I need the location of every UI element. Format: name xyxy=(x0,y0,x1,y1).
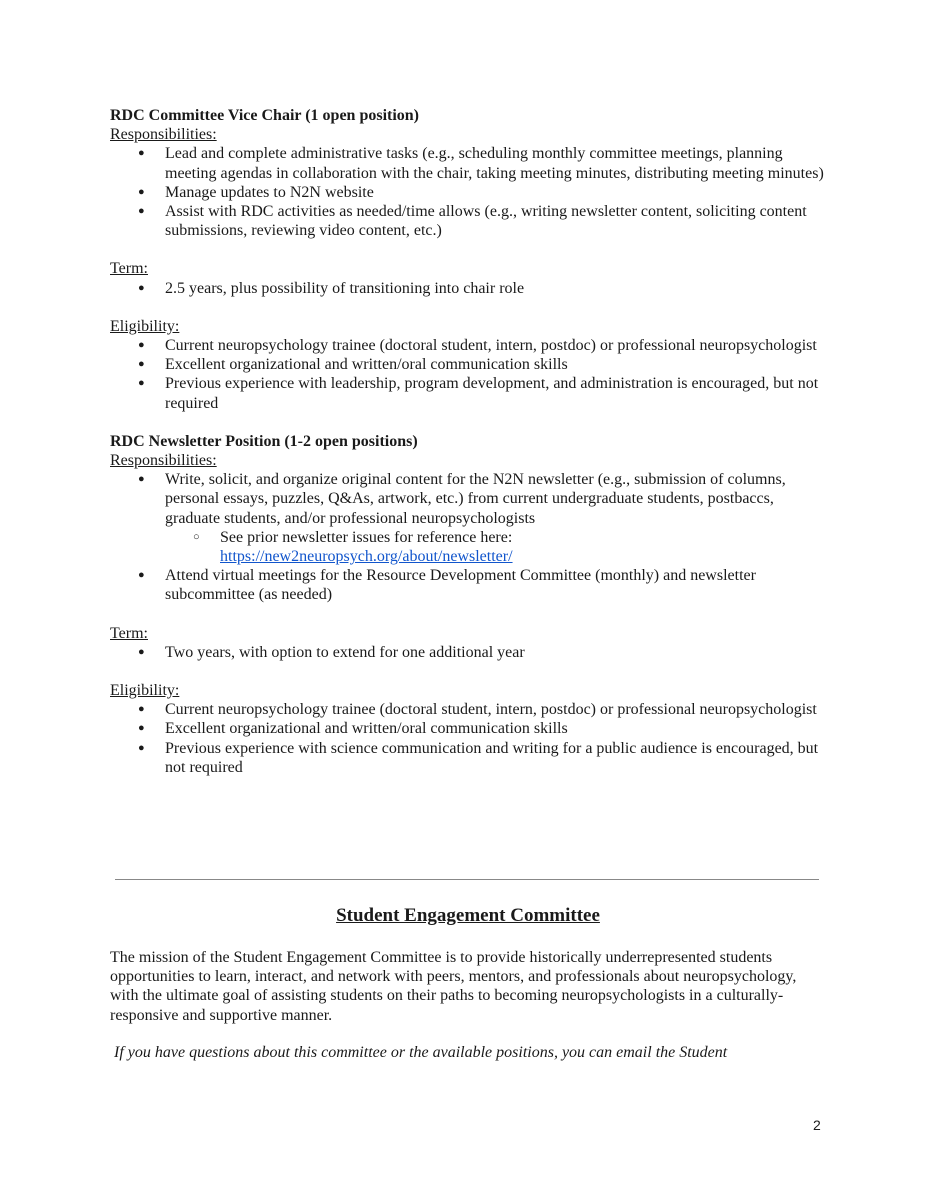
newsletter-title: RDC Newsletter Position (1-2 open positions) xyxy=(110,432,418,450)
newsletter-responsibilities-label: Responsibilities: xyxy=(110,452,217,470)
list-item: ● Current neuropsychology trainee (doctoral student, intern, postdoc) or professional neuropsychologist xyxy=(165,700,826,719)
vice-chair-responsibilities-list xyxy=(110,144,826,240)
newsletter-eligibility-label: Eligibility: xyxy=(110,682,180,700)
vice-chair-eligibility-list xyxy=(110,336,826,413)
student-engagement-heading: Student Engagement Committee xyxy=(336,905,600,926)
mission-paragraph: The mission of the Student Engagement Committee is to provide historically underrepresented students opportunities to learn, interact, and network with peers, mentors, and professionals about neuropsychology, with the ultimate goal of assisting students on their paths to becoming neuropsychologists in a culturally-responsive and supportive manner. xyxy=(110,949,797,1024)
list-item: ● Lead and complete administrative tasks (e.g., scheduling monthly committee meetings, planning meeting agendas in collaboration with the chair, taking meeting minutes, distributing meeting minutes) xyxy=(165,144,826,182)
newsletter-sub-list xyxy=(165,528,826,566)
list-item: ● Two years, with option to extend for one additional year xyxy=(165,643,826,662)
contact-note: If you have questions about this committee or the available positions, you can email the Student xyxy=(114,1044,728,1061)
page-number: 2 xyxy=(813,1117,821,1133)
sub-list-item xyxy=(220,528,826,566)
list-item: ● Current neuropsychology trainee (doctoral student, intern, postdoc) or professional neuropsychologist xyxy=(165,336,826,355)
horizontal-divider xyxy=(115,879,819,880)
list-item: ● Previous experience with leadership, program development, and administration is encouraged, but not required xyxy=(165,374,826,412)
newsletter-link[interactable]: https://new2neuropsych.org/about/newsletter/ xyxy=(220,548,513,566)
list-item: ● Excellent organizational and written/oral communication skills xyxy=(165,719,826,738)
newsletter-term-list xyxy=(110,643,826,662)
list-item: ● Attend virtual meetings for the Resource Development Committee (monthly) and newsletter subcommittee (as needed) xyxy=(165,566,826,604)
newsletter-term-label: Term: xyxy=(110,624,148,642)
list-item: ● Excellent organizational and written/oral communication skills xyxy=(165,355,826,374)
vice-chair-term-list xyxy=(110,279,826,298)
newsletter-responsibilities-list xyxy=(110,470,826,604)
vice-chair-term-label: Term: xyxy=(110,260,148,278)
vice-chair-title: RDC Committee Vice Chair (1 open position) xyxy=(110,107,420,124)
list-item: ● Manage updates to N2N website xyxy=(165,183,826,202)
vice-chair-responsibilities-label: Responsibilities: xyxy=(110,126,217,144)
sub-item-text: See prior newsletter issues for reference here: xyxy=(220,528,513,546)
newsletter-eligibility-list xyxy=(110,700,826,777)
list-item xyxy=(165,470,826,566)
rdc-positions xyxy=(110,106,826,777)
vice-chair-eligibility-label: Eligibility: xyxy=(110,317,180,335)
list-item: ● Assist with RDC activities as needed/time allows (e.g., writing newsletter content, soliciting content submissions, reviewing video content, etc.) xyxy=(165,202,826,240)
list-item: ● Previous experience with science communication and writing for a public audience is encouraged, but not required xyxy=(165,739,826,777)
list-item: ● 2.5 years, plus possibility of transitioning into chair role xyxy=(165,279,826,298)
list-item-text: Write, solicit, and organize original content for the N2N newsletter (e.g., submission of columns, personal essays, puzzles, Q&As, artwork, etc.) from current undergraduate students, postbaccs, graduate students, and/or professional neuropsychologists xyxy=(165,471,786,527)
